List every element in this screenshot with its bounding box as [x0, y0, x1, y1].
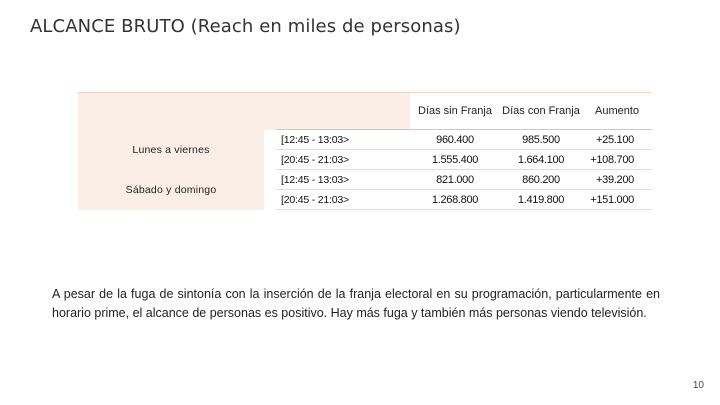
reach-table — [78, 92, 652, 210]
aumento-cell: +25.100 — [582, 130, 652, 150]
sin-franja-cell: 821.000 — [410, 170, 500, 190]
con-franja-cell: 985.500 — [500, 130, 582, 150]
reach-table-container — [78, 92, 652, 210]
table-row — [78, 170, 652, 190]
group-label-lunes-viernes: Lunes a viernes — [78, 130, 264, 170]
con-franja-cell: 860.200 — [500, 170, 582, 190]
page-title: ALCANCE BRUTO (Reach en miles de personas) — [30, 16, 461, 37]
con-franja-cell: 1.419.800 — [500, 190, 582, 210]
header-blank — [78, 93, 410, 130]
aumento-cell: +39.200 — [582, 170, 652, 190]
header-dias-sin-franja: Días sin Franja — [418, 105, 492, 117]
group-gap — [264, 170, 276, 210]
table-header-row — [78, 93, 652, 130]
franja-cell: [12:45 - 13:03> — [276, 170, 410, 190]
aumento-cell: +151.000 — [582, 190, 652, 210]
table-row — [78, 130, 652, 150]
header-dias-con-franja: Días con Franja — [502, 105, 580, 117]
page-number: 10 — [692, 380, 704, 391]
summary-paragraph: A pesar de la fuga de sintonía con la inserción de la franja electoral en su programación, particularmente en horario prime, el alcance de personas es positivo. Hay más fuga y también más personas viendo televisión. — [52, 286, 660, 320]
group-label-sabado-domingo: Sábado y domingo — [78, 170, 264, 210]
con-franja-cell: 1.664.100 — [500, 150, 582, 170]
franja-cell: [12:45 - 13:03> — [276, 130, 410, 150]
group-gap — [264, 130, 276, 170]
header-aumento: Aumento — [594, 105, 640, 117]
sin-franja-cell: 1.268.800 — [410, 190, 500, 210]
franja-cell: [20:45 - 21:03> — [276, 150, 410, 170]
aumento-cell: +108.700 — [582, 150, 652, 170]
franja-cell: [20:45 - 21:03> — [276, 190, 410, 210]
sin-franja-cell: 960.400 — [410, 130, 500, 150]
sin-franja-cell: 1.555.400 — [410, 150, 500, 170]
